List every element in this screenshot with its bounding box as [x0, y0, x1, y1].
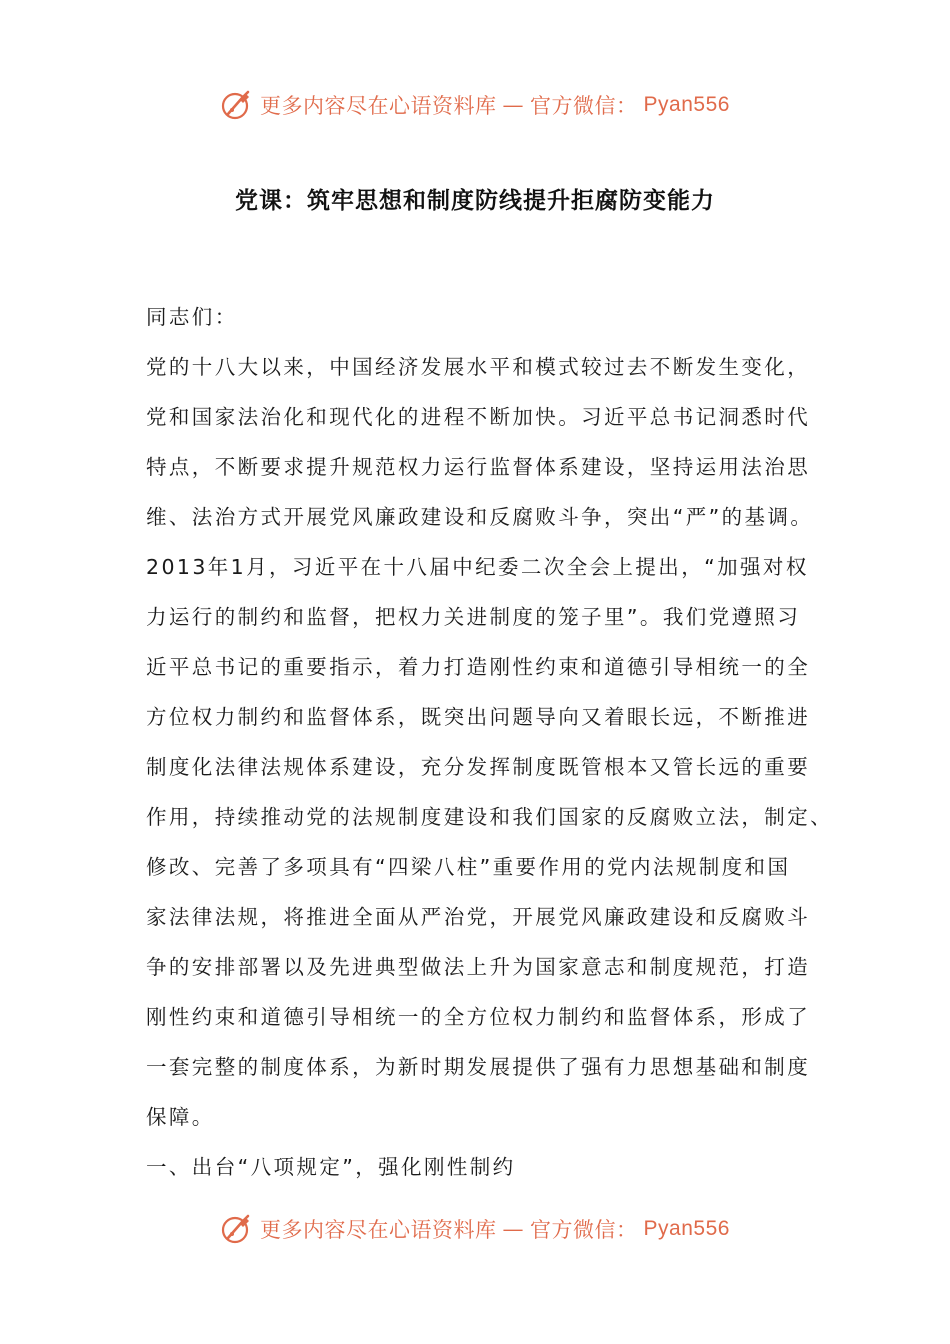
paragraph-line: 近平总书记的重要指示，着力打造刚性约束和道德引导相统一的全 — [146, 655, 811, 679]
pen-nib-circle-icon — [220, 88, 254, 122]
paragraph-line: 保障。 — [146, 1105, 215, 1129]
paragraph-line: 方位权力制约和监督体系，既突出问题导向又着眼长远，不断推进 — [146, 705, 811, 729]
paragraph-line: 党的十八大以来，中国经济发展水平和模式较过去不断发生变化， — [146, 355, 811, 379]
watermark-contact-label: 官方微信： — [530, 1218, 638, 1242]
paragraph-line: 特点，不断要求提升规范权力运行监督体系建设，坚持运用法治思 — [146, 455, 811, 479]
watermark-contact-id: Pyan556 — [643, 1217, 730, 1240]
paragraph-line: 刚性约束和道德引导相统一的全方位权力制约和监督体系，形成了 — [146, 1005, 811, 1029]
document-body — [146, 292, 833, 1192]
paragraph-line: 力运行的制约和监督，把权力关进制度的笼子里”。我们党遵照习 — [146, 605, 801, 629]
watermark-contact-id: Pyan556 — [643, 93, 730, 116]
paragraph-line: 修改、完善了多项具有“四梁八柱”重要作用的党内法规制度和国 — [146, 855, 791, 879]
watermark-text: 更多内容尽在心语资料库 — [260, 1218, 497, 1242]
document-title: 党课：筑牢思想和制度防线提升拒腐防变能力 — [235, 187, 715, 214]
body-paragraph — [146, 342, 833, 1142]
watermark-text: 更多内容尽在心语资料库 — [260, 94, 497, 118]
footer-watermark — [0, 1212, 950, 1246]
paragraph-line: 争的安排部署以及先进典型做法上升为国家意志和制度规范，打造 — [146, 955, 811, 979]
paragraph-line: 2013年1月，习近平在十八届中纪委二次全会上提出，“加强对权 — [146, 555, 809, 579]
watermark-contact-label: 官方微信： — [530, 94, 638, 118]
watermark-separator: — — [502, 93, 525, 117]
pen-nib-circle-icon — [220, 1212, 254, 1246]
paragraph-line: 家法律法规，将推进全面从严治党，开展党风廉政建设和反腐败斗 — [146, 905, 811, 929]
paragraph-line: 党和国家法治化和现代化的进程不断加快。习近平总书记洞悉时代 — [146, 405, 811, 429]
section-heading: 一、出台“八项规定”，强化刚性制约 — [146, 1155, 516, 1179]
watermark-separator: — — [502, 1217, 525, 1241]
paragraph-line: 制度化法律法规体系建设，充分发挥制度既管根本又管长远的重要 — [146, 755, 811, 779]
greeting: 同志们： — [146, 305, 238, 329]
header-watermark — [0, 88, 950, 122]
paragraph-line: 一套完整的制度体系，为新时期发展提供了强有力思想基础和制度 — [146, 1055, 811, 1079]
paragraph-line: 作用，持续推动党的法规制度建设和我们国家的反腐败立法，制定、 — [146, 805, 833, 829]
paragraph-line: 维、法治方式开展党风廉政建设和反腐败斗争，突出“严”的基调。 — [146, 505, 814, 529]
